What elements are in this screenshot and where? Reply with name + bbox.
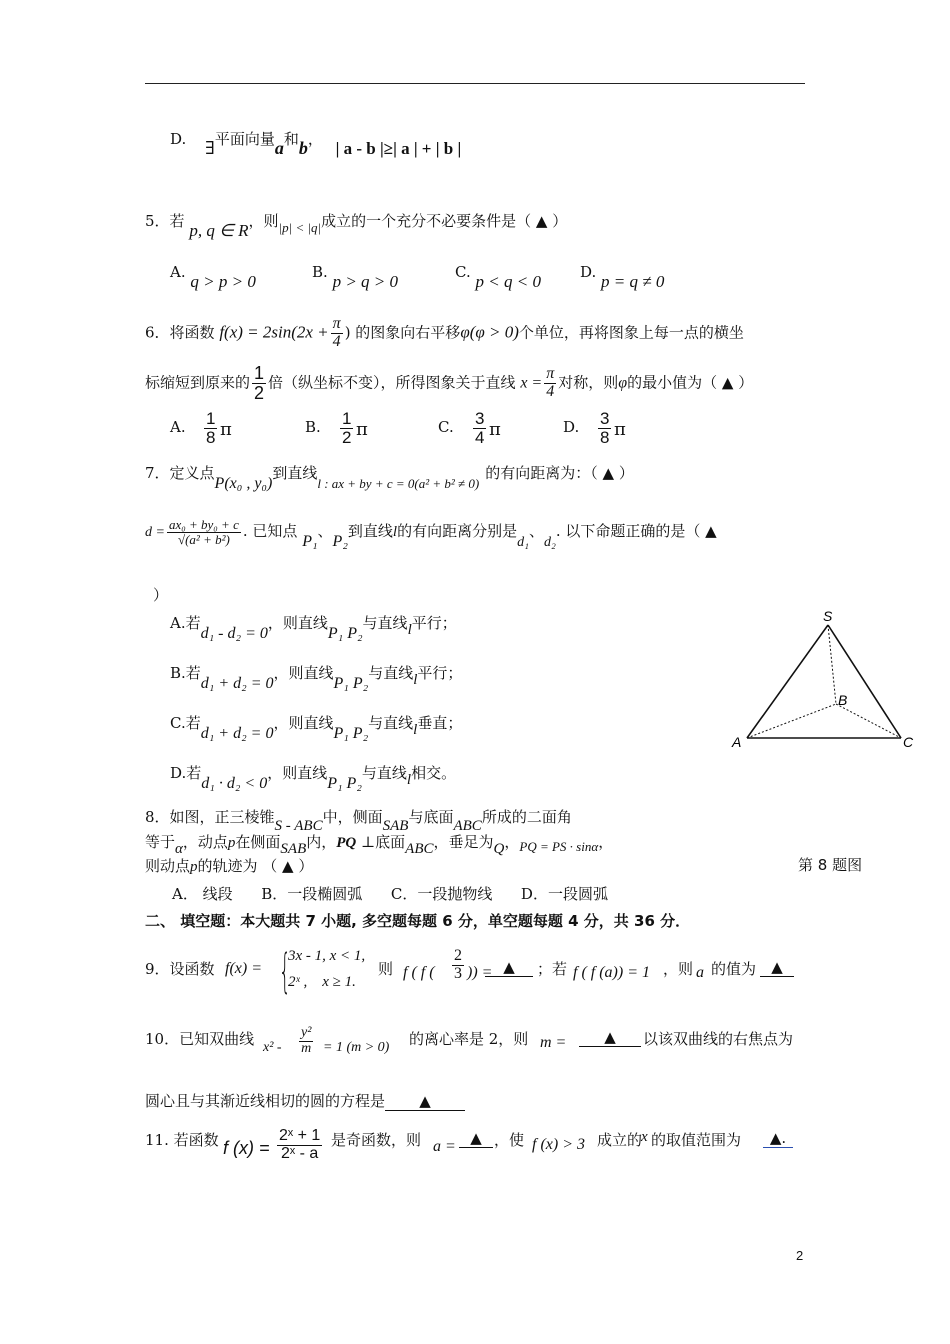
q9-blank-1[interactable]: ▲ xyxy=(485,958,533,977)
option-cond: d₁ · d₂ < 0 xyxy=(201,775,268,792)
q8-text-l: ， xyxy=(598,833,614,851)
q7-option-b xyxy=(170,662,462,693)
figure-caption: 第 8 题图 xyxy=(798,856,863,874)
q6-option-d xyxy=(563,418,579,436)
q6-text-e: 倍（纵坐标不变），所得图象关于直线 xyxy=(268,373,516,392)
q9-case2: 2ˣ , x ≥ 1. xyxy=(288,974,356,990)
q6-option-c-frac xyxy=(473,410,486,447)
q6-phi2: φ xyxy=(618,374,628,392)
q5-option-c xyxy=(455,262,541,291)
q6-pi-over-4 xyxy=(331,316,343,351)
q11-fx: f (x) = xyxy=(223,1138,270,1158)
edge-bc xyxy=(836,704,901,738)
option-expr: p = q ≠ 0 xyxy=(601,272,665,291)
frac-den: m xyxy=(301,1040,312,1056)
q9-brace: { xyxy=(279,944,291,998)
option-l: l xyxy=(413,672,418,688)
q5-option-d xyxy=(580,262,665,291)
q4-option-d xyxy=(170,128,461,159)
vector-a: a xyxy=(274,138,284,158)
option-text: 相交。 xyxy=(411,764,457,782)
q8-p: p xyxy=(227,835,236,851)
q8-alpha: α xyxy=(175,841,183,857)
pi-symbol: π xyxy=(614,419,626,440)
q10-text-d: 圆心且与其渐近线相切的圆的方程是 xyxy=(145,1092,386,1110)
q8-eq: PQ = PS · sinα xyxy=(519,839,599,854)
exists-symbol: ∃ xyxy=(205,138,215,159)
q6-phi: φ(φ > 0) xyxy=(460,322,519,342)
q7-close-paren: ） xyxy=(153,586,169,604)
q11-frac xyxy=(277,1128,322,1163)
frac-num: 1 xyxy=(206,409,216,428)
option-label: C. xyxy=(438,418,454,436)
q4d-comma: ， xyxy=(307,130,323,148)
q9-blank-2[interactable]: ▲ xyxy=(760,958,794,977)
q5-option-a xyxy=(170,262,256,291)
q8-line3 xyxy=(145,855,313,876)
q10-text: 10．已知双曲线 xyxy=(145,1030,255,1048)
option-label: C. xyxy=(455,263,471,281)
q9-text-b: 则 xyxy=(378,960,394,978)
q9-case1: 3x - 1, x < 1, xyxy=(288,948,366,964)
frac-den: √(a² + b²) xyxy=(177,531,230,547)
edge-ab xyxy=(747,704,836,738)
q9-text-d: ，则 xyxy=(663,960,694,978)
q6-option-b-frac xyxy=(340,410,353,447)
option-text: 平行； xyxy=(417,664,463,682)
q10-text-b: 的离心率是 2，则 xyxy=(409,1030,529,1048)
q8-text-d: 所成的二面角 xyxy=(481,808,572,826)
option-pp: P₁ P₂ xyxy=(333,725,369,742)
q8-text-j: ，垂足为 xyxy=(433,833,494,851)
q4d-text: 平面向量 xyxy=(214,130,275,148)
q8-text: 8．如图，正三棱锥 xyxy=(145,808,275,826)
option-label: C.若 xyxy=(170,714,201,732)
option-cond: d₁ - d₂ = 0 xyxy=(200,625,268,642)
q8-text-c: 与底面 xyxy=(408,808,454,826)
q8-p2: p xyxy=(190,859,198,875)
option-label: B.若 xyxy=(170,664,201,682)
header-rule xyxy=(145,83,805,84)
vertex-s-label: S xyxy=(823,608,833,624)
q9-a: a xyxy=(696,964,704,981)
q11-blank-2[interactable]: ▲. xyxy=(763,1129,793,1148)
q6-text-b: ) 的图象向右平移 xyxy=(344,323,461,342)
q5-text-c: 成立的一个充分不必要条件是（ ▲ ） xyxy=(321,212,568,230)
q8-pq: PQ xyxy=(336,835,357,851)
q7-d1: d₁ xyxy=(517,535,529,551)
q7-text-c: 的有向距离为：（ ▲ ） xyxy=(485,464,634,482)
q6-x: x = xyxy=(520,374,543,392)
q8-text-h: 内， xyxy=(306,833,337,851)
q6-text-c: 个单位，再将图象上每一点的横坐 xyxy=(518,323,744,342)
q8-options: A． 线段 B．一段椭圆弧 C．一段抛物线 D．一段圆弧 xyxy=(172,885,608,903)
q8-text-i: 底面 xyxy=(375,833,406,851)
frac-den: 2 xyxy=(254,382,265,403)
option-text: ，则直线 xyxy=(273,714,334,732)
pi-symbol: π xyxy=(489,419,501,440)
vertex-c-label: C xyxy=(903,734,914,750)
q6-options xyxy=(170,410,770,450)
q7-sep: 、 xyxy=(317,522,333,541)
q6-line2 xyxy=(145,364,753,403)
q9-cond: f ( f (a)) = 1 xyxy=(573,964,650,981)
q7-d: d = xyxy=(145,525,165,541)
pi-symbol: π xyxy=(356,419,368,440)
option-pp: P₁ P₂ xyxy=(333,675,369,692)
q7-sep2: 、 xyxy=(528,522,544,541)
frac-num: 1 xyxy=(342,409,352,428)
q10-eq: = 1 (m > 0) xyxy=(323,1040,390,1055)
frac-den: 3 xyxy=(454,964,462,982)
q11-x: x xyxy=(641,1129,648,1145)
q4d-and: 和 xyxy=(283,130,299,148)
option-label: D.若 xyxy=(170,764,202,782)
option-text: 垂直； xyxy=(417,714,463,732)
q7-text-g: . 以下命题正确的是（ ▲ xyxy=(555,522,717,541)
option-label: A. xyxy=(170,418,186,436)
frac-den: 8 xyxy=(600,427,610,447)
q8-text-f: ，动点 xyxy=(182,833,228,851)
q8-text-k: ， xyxy=(504,833,520,851)
q8-text-e: 等于 xyxy=(145,833,176,851)
q8-text-g: 在侧面 xyxy=(235,833,281,851)
q8-sab: SAB xyxy=(382,818,409,834)
q5-stem xyxy=(145,210,567,241)
frac-num: π xyxy=(332,315,341,332)
frac-num: y² xyxy=(301,1025,312,1040)
q6-text-g: 的最小值为（ ▲ ） xyxy=(627,373,754,392)
frac-num: π xyxy=(546,365,555,383)
q5-abs: |p| < |q| xyxy=(278,220,322,235)
q7-option-c xyxy=(170,712,462,743)
q8-text-m: 则动点 xyxy=(145,857,191,875)
q7-point: P(x₀ , y₀) xyxy=(214,475,273,492)
q8-line2 xyxy=(145,831,613,858)
option-label: D. xyxy=(580,263,597,281)
q7-text-e: 到直线 xyxy=(347,522,393,541)
frac-num: 2 xyxy=(454,947,462,964)
q11-text-c: ，使 xyxy=(494,1131,525,1149)
q11-a: a = xyxy=(433,1138,456,1155)
option-l: l xyxy=(407,622,412,638)
q11-text-d: 成立的 xyxy=(597,1131,643,1149)
q9-text-e: 的值为 xyxy=(711,960,757,978)
q8-q: Q xyxy=(493,841,505,857)
q8-text-b: 中，侧面 xyxy=(322,808,383,826)
q7-text-f: 的有向距离分别是 xyxy=(397,522,518,541)
edge-sc xyxy=(828,625,901,738)
q7-option-d xyxy=(170,762,456,793)
option-label: B. xyxy=(312,263,328,281)
q7-text-b: 到直线 xyxy=(272,464,318,482)
frac-den: 4 xyxy=(475,427,485,447)
option-label: A. xyxy=(170,263,186,281)
frac-num: 3 xyxy=(475,409,485,428)
frac-num: 2ˣ + 1 xyxy=(279,1127,321,1144)
q10-blank-2[interactable]: ▲ xyxy=(385,1092,465,1111)
option-text: 与直线 xyxy=(361,764,407,782)
vector-b: b xyxy=(298,138,308,158)
q9-text: 9．设函数 xyxy=(145,960,215,978)
q11-text-e: 的取值范围为 xyxy=(651,1131,742,1149)
option-l: l xyxy=(406,772,412,788)
q8-abc: ABC xyxy=(453,818,482,834)
option-text: ，则直线 xyxy=(273,664,334,682)
frac-den: 4 xyxy=(332,332,341,350)
q6-pi-over-4b xyxy=(544,366,556,401)
frac-num: 3 xyxy=(600,409,610,428)
q11-blank-1[interactable]: ▲ xyxy=(459,1129,493,1148)
q6-option-a xyxy=(170,418,186,436)
q10-m: m = xyxy=(540,1034,567,1051)
q6-text: 6．将函数 xyxy=(145,323,215,342)
q5-text: 5．若 xyxy=(145,212,185,230)
q10-text-c: 以该双曲线的右焦点为 xyxy=(643,1030,794,1048)
q10-frac xyxy=(299,1026,313,1056)
q7-line1 xyxy=(145,462,634,493)
option-pp: P₁ P₂ xyxy=(327,625,363,642)
q7-line2 xyxy=(145,518,717,551)
option-expr: p > q > 0 xyxy=(332,272,399,291)
q4d-inequality: | a - b |≥| a | + | b | xyxy=(335,139,462,158)
q9-fff-end: )) = xyxy=(467,964,493,981)
q8-sab2: SAB xyxy=(280,841,307,857)
q6-text-d: 标缩短到原来的 xyxy=(145,373,251,392)
q6-function: f(x) = 2sin(2x + xyxy=(219,322,329,342)
option-pp: P₁ P₂ xyxy=(327,775,362,792)
q7-d2: d₂ xyxy=(543,535,556,551)
option-text: ，则直线 xyxy=(267,614,328,632)
frac-num: 1 xyxy=(254,363,265,383)
q6-line1 xyxy=(145,316,744,351)
q7-l: l xyxy=(392,524,398,541)
option-text: 平行； xyxy=(411,614,457,632)
q7-p1: P₁ xyxy=(302,533,318,551)
q8-sabc: S - ABC xyxy=(274,818,323,834)
pyramid-figure xyxy=(725,605,925,755)
q6-option-b xyxy=(305,418,321,436)
q7-text-d: . 已知点 xyxy=(242,522,298,541)
q5-text-b: ，则 xyxy=(248,212,279,230)
option-text: 与直线 xyxy=(368,664,414,682)
option-cond: d₁ + d₂ = 0 xyxy=(200,675,274,692)
q11-ineq: f (x) > 3 xyxy=(532,1136,585,1153)
option-text: ，则直线 xyxy=(267,764,328,782)
option-text: 与直线 xyxy=(362,614,408,632)
q9-fff: f ( f ( xyxy=(403,964,435,981)
frac-den: 4 xyxy=(546,382,555,400)
q11-text: 11. 若函数 xyxy=(145,1131,219,1149)
q7-distance-frac xyxy=(167,518,241,546)
q11-text-b: 是奇函数，则 xyxy=(331,1131,422,1149)
q5-option-b xyxy=(312,262,399,291)
q10-blank-1[interactable]: ▲ xyxy=(579,1028,641,1047)
vertex-a-label: A xyxy=(732,734,742,750)
option-expr: q > p > 0 xyxy=(190,272,256,291)
q9-fx: f(x) = xyxy=(225,960,262,977)
edge-sa xyxy=(747,625,828,738)
frac-den: 2 xyxy=(342,427,352,447)
q9-text-c: ；若 xyxy=(537,960,568,978)
option-label: D. xyxy=(563,418,580,436)
page-number: 2 xyxy=(796,1248,804,1263)
q10-line2 xyxy=(145,1090,465,1111)
vertex-b-label: B xyxy=(838,692,848,708)
frac-den: 8 xyxy=(206,427,216,447)
q6-option-d-frac xyxy=(598,410,611,447)
q6-option-c xyxy=(438,418,454,436)
q7-text: 7．定义点 xyxy=(145,464,215,482)
section-2-heading: 二、 填空题：本大题共 7 小题, 多空题每题 6 分，单空题每题 4 分，共 36 分． xyxy=(145,912,691,930)
option-text: 与直线 xyxy=(368,714,414,732)
option-label: A.若 xyxy=(170,614,201,632)
option-expr: p < q < 0 xyxy=(475,272,541,291)
option-label: B. xyxy=(305,418,321,436)
q10-x2: x² - xyxy=(263,1040,282,1055)
q7-line-eq: l : ax + by + c = 0(a² + b² ≠ 0) xyxy=(317,476,480,491)
frac-num: ax₀ + by₀ + c xyxy=(168,517,239,532)
q7-option-a xyxy=(170,612,457,643)
q5-condition: p, q ∈ R xyxy=(189,221,249,240)
q6-half xyxy=(252,364,266,403)
q7-p2: P₂ xyxy=(332,533,348,551)
option-cond: d₁ + d₂ = 0 xyxy=(200,725,274,742)
option-l: l xyxy=(413,722,418,738)
q6-text-f: 对称，则 xyxy=(558,373,619,392)
option-label: D. xyxy=(170,130,187,148)
q8-abc2: ABC xyxy=(405,841,434,857)
q9-frac xyxy=(452,948,464,983)
pi-symbol: π xyxy=(220,419,232,440)
q8-text-n: 的轨迹为 （ ▲ ） xyxy=(197,857,314,875)
q8-perp: ⊥ xyxy=(361,833,376,851)
frac-den: 2ˣ - a xyxy=(281,1144,319,1162)
q6-option-a-frac xyxy=(204,410,217,447)
